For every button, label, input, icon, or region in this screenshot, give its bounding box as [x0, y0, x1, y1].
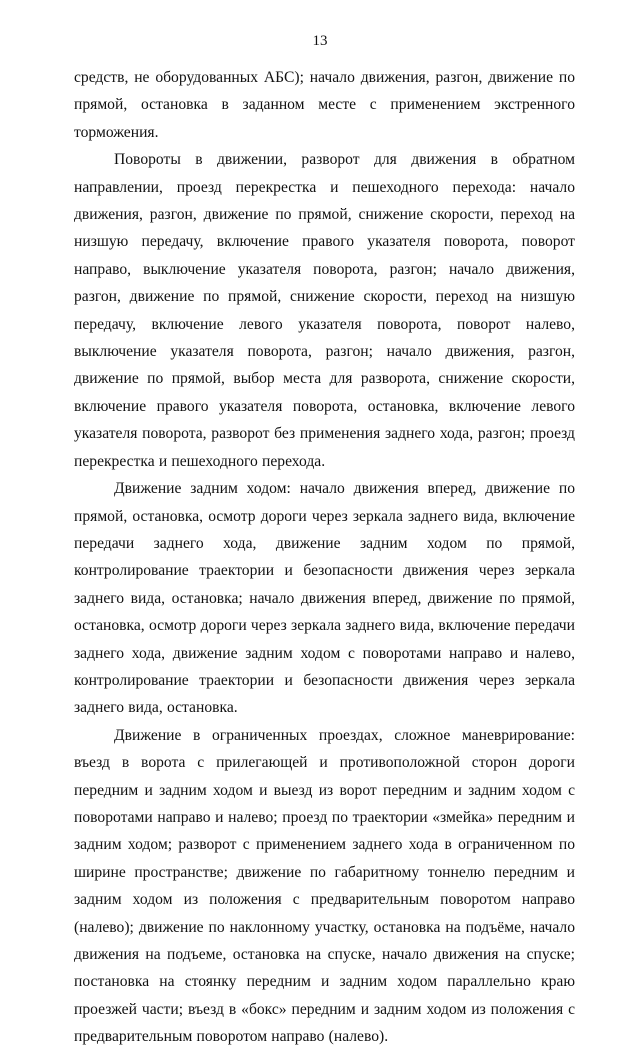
paragraph-maneuvering: Движение в ограниченных проездах, сложное маневрирование: въезд в ворота с прилегающей и противоположной сторон дороги передним и задним ходом и выезд из ворот передним и задним ходом с поворотами направо и налево; проезд по траектории «змейка» передним и задним ходом; разворот с применением заднего хода в ограниченном по ширине пространстве; движение по габаритному тоннелю передним и задним ходом из положения с предварительным поворотом направо (налево); движение по наклонному участку, остановка на подъёме, начало движения на подъеме, остановка на спуске, начало движения на спуске; постановка на стоянку передним и задним ходом параллельно краю проезжей части; въезд в «бокс» передним и задним ходом из положения с предварительным поворотом направо (налево).	[74, 726, 575, 1046]
page-number: 13	[312, 33, 328, 49]
paragraph-continuation: средств, не оборудованных АБС); начало движения, разгон, движение по прямой, остановка в заданном месте с применением экстренного торможения.	[74, 69, 575, 141]
document-body	[74, 64, 575, 1051]
paragraph-reverse: Движение задним ходом: начало движения вперед, движение по прямой, остановка, осмотр дороги через зеркала заднего вида, включение передачи заднего хода, движение задним ходом по прямой, контролирование траектории и безопасности движения через зеркала заднего вида, остановка; начало движения вперед, движение по прямой, остановка, осмотр дороги через зеркала заднего вида, включение передачи заднего хода, движение задним ходом с поворотами направо и налево, контролирование траектории и безопасности движения через зеркала заднего вида, остановка.	[74, 480, 575, 717]
paragraph-turns: Повороты в движении, разворот для движения в обратном направлении, проезд перекрестка и пешеходного перехода: начало движения, разгон, движение по прямой, снижение скорости, переход на низшую передачу, включение правого указателя поворота, поворот направо, выключение указателя поворота, разгон; начало движения, разгон, движение по прямой, снижение скорости, переход на низшую передачу, включение левого указателя поворота, поворот налево, выключение указателя поворота, разгон; начало движения, разгон, движение по прямой, выбор места для разворота, снижение скорости, включение правого указателя поворота, остановка, включение левого указателя поворота, разворот без применения заднего хода, разгон; проезд перекрестка и пешеходного перехода.	[74, 151, 575, 470]
